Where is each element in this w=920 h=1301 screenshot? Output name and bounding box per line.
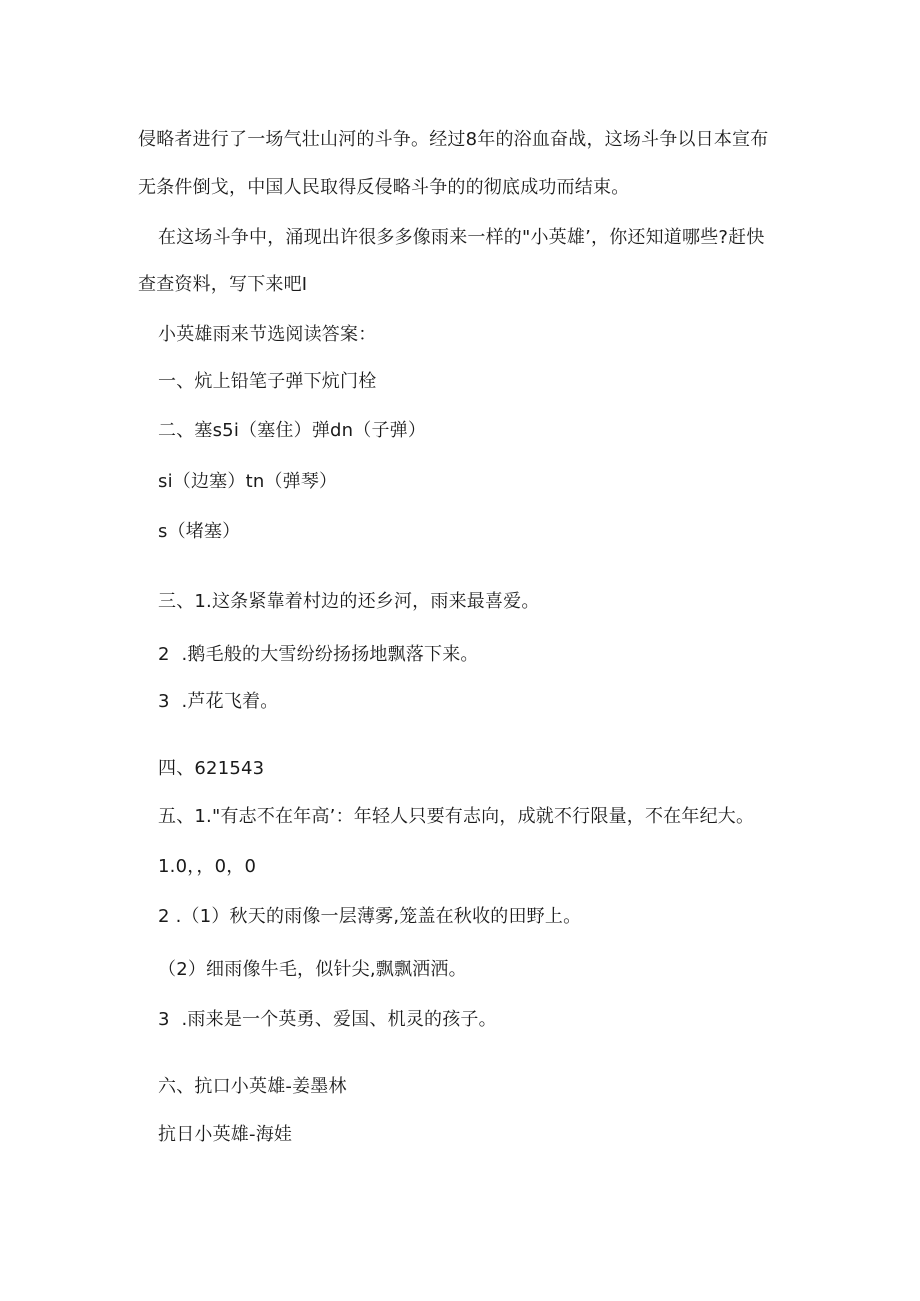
answer-section-5-item-3: 3 .雨来是一个英勇、爱国、机灵的孩子。	[158, 1009, 497, 1030]
answer-section-6: 六、抗口小英雄-姜墨林	[158, 1076, 347, 1097]
answers-heading: 小英雄雨来节选阅读答案：	[158, 324, 377, 345]
answer-section-2: 二、塞s5i（塞住）弹dn（子弹）	[158, 420, 427, 441]
answer-section-4: 四、621543	[158, 758, 265, 779]
paragraph-line-3: 在这场斗争中，涌现出许很多多像雨来一样的"小英雄’，你还知道哪些?赶快	[158, 227, 765, 248]
paragraph-line-4: 查查资料，写下来吧I	[138, 274, 308, 295]
answer-section-5-item-2: 2 .（1）秋天的雨像一层薄雾,笼盖在秋收的田野上。	[158, 906, 582, 927]
answer-section-5: 五、1."有志不在年高’：年轻人只要有志向，成就不行限量，不在年纪大。	[158, 806, 755, 827]
answer-section-2-line-2: si（边塞）tn（弹琴）	[158, 471, 338, 492]
answer-section-6-line-2: 抗日小英雄-海娃	[158, 1124, 293, 1145]
paragraph-line-2: 无条件倒戈，中国人民取得反侵略斗争的的彻底成功而结束。	[138, 177, 630, 198]
answer-section-3: 三、1.这条紧靠着村边的还乡河，雨来最喜爱。	[158, 591, 540, 612]
answer-section-1: 一、炕上铅笔子弹下炕门栓	[158, 371, 377, 392]
answer-section-3-item-3: 3 .芦花飞着。	[158, 691, 279, 712]
answer-section-3-item-2: 2 .鹅毛般的大雪纷纷扬扬地飘落下来。	[158, 644, 479, 665]
answer-section-5-line-2: 1.0，，0，0	[158, 856, 257, 877]
answer-section-2-line-3: s（堵塞）	[158, 521, 241, 542]
answer-section-5-item-2-sub-2: （2）细雨像牛毛，似针尖,飘飘洒洒。	[158, 959, 467, 980]
paragraph-line-1: 侵略者进行了一场气壮山河的斗争。经过8年的浴血奋战，这场斗争以日本宣布	[138, 129, 769, 150]
